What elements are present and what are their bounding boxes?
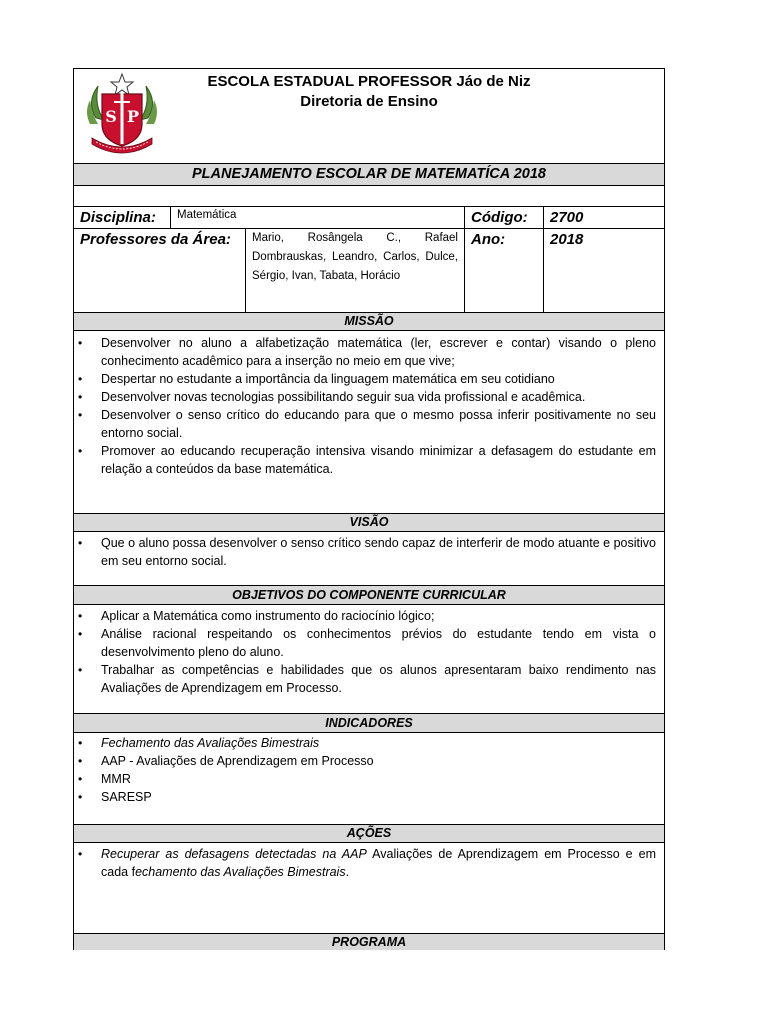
actions-section — [74, 842, 664, 933]
mission-section — [74, 330, 664, 513]
objectives-section — [74, 604, 664, 713]
emblem-letter-s: S — [105, 107, 117, 126]
action-text-italic: Recuperar as defasagens detectadas na AAP — [101, 847, 367, 861]
indicators-list — [101, 734, 656, 806]
action-text: Avaliações de Aprendizagem em Processo e em cada f — [101, 847, 656, 879]
indicator-item: • AAP - Avaliações de Aprendizagem em Processo — [101, 752, 656, 770]
mission-item: • Desenvolver novas tecnologias possibilitando seguir sua vida profissional e acadêmica. — [101, 388, 656, 406]
action-text: . — [345, 865, 350, 879]
discipline-row — [74, 206, 664, 228]
school-header — [74, 69, 664, 163]
actions-heading: AÇÕES — [74, 824, 664, 842]
objectives-list — [101, 607, 656, 697]
objective-item: • Aplicar a Matemática como instrumento do raciocínio lógico; — [101, 607, 656, 625]
spacer-row — [74, 185, 664, 206]
objective-item: • Análise racional respeitando os conhecimentos prévios do estudante tendo em vista o desenvolvimento pleno do aluno. — [101, 625, 656, 661]
school-name: ESCOLA ESTADUAL PROFESSOR Jáo de Niz — [207, 73, 531, 90]
program-heading: PROGRAMA — [74, 933, 664, 950]
plan-title: PLANEJAMENTO ESCOLAR DE MATEMATÍCA 2018 — [74, 163, 664, 185]
mission-item: • Promover ao educando recuperação intensiva visando minimizar a defasagem do estudante em relação a conteúdos da base matemática. — [101, 442, 656, 478]
emblem-letter-p: P — [126, 107, 140, 126]
mission-item: • Desenvolver o senso crítico do educando para que o mesmo possa inferir positivamente no seu entorno social. — [101, 406, 656, 442]
teachers-label: Professores da Área: — [80, 231, 231, 248]
mission-item: • Desenvolver no aluno a alfabetização matemática (ler, escrever e contar) visando o pleno conhecimento acadêmico para a inserção no meio em que vive; — [101, 334, 656, 370]
mission-item: • Despertar no estudante a importância da linguagem matemática em seu cotidiano — [101, 370, 656, 388]
indicator-item: • SARESP — [101, 788, 656, 806]
planning-form — [73, 68, 665, 950]
code-value: 2700 — [543, 207, 664, 228]
indicator-item: • Fechamento das Avaliações Bimestrais — [101, 734, 656, 752]
mission-list — [101, 334, 656, 478]
action-item — [101, 845, 656, 881]
vision-section — [74, 531, 664, 585]
indicators-section — [74, 732, 664, 824]
action-text-italic: echamento das Avaliações Bimestrais — [135, 865, 346, 879]
indicator-item: • MMR — [101, 770, 656, 788]
indicators-heading: INDICADORES — [74, 713, 664, 732]
mission-heading: MISSÃO — [74, 312, 664, 330]
vision-heading: VISÃO — [74, 513, 664, 531]
education-board: Diretoria de Ensino — [300, 93, 438, 110]
year-value: 2018 — [543, 229, 664, 312]
discipline-value: Matemática — [170, 207, 464, 228]
discipline-label: Disciplina: — [80, 209, 156, 226]
objectives-heading: OBJETIVOS DO COMPONENTE CURRICULAR — [74, 585, 664, 604]
objective-item: • Trabalhar as competências e habilidades que os alunos apresentaram baixo rendimento nas Avaliações de Aprendizagem em Processo. — [101, 661, 656, 697]
vision-item: • Que o aluno possa desenvolver o senso crítico sendo capaz de interferir de modo atuante e positivo em seu entorno social. — [101, 534, 656, 570]
actions-list — [101, 845, 656, 881]
code-label: Código: — [464, 207, 543, 228]
teachers-value: Mario, Rosângela C., Rafael Dombrauskas, Leandro, Carlos, Dulce, Sérgio, Ivan, Tabata, Horácio — [245, 229, 464, 312]
year-label: Ano: — [464, 229, 543, 312]
vision-list — [101, 534, 656, 570]
teachers-row — [74, 228, 664, 312]
